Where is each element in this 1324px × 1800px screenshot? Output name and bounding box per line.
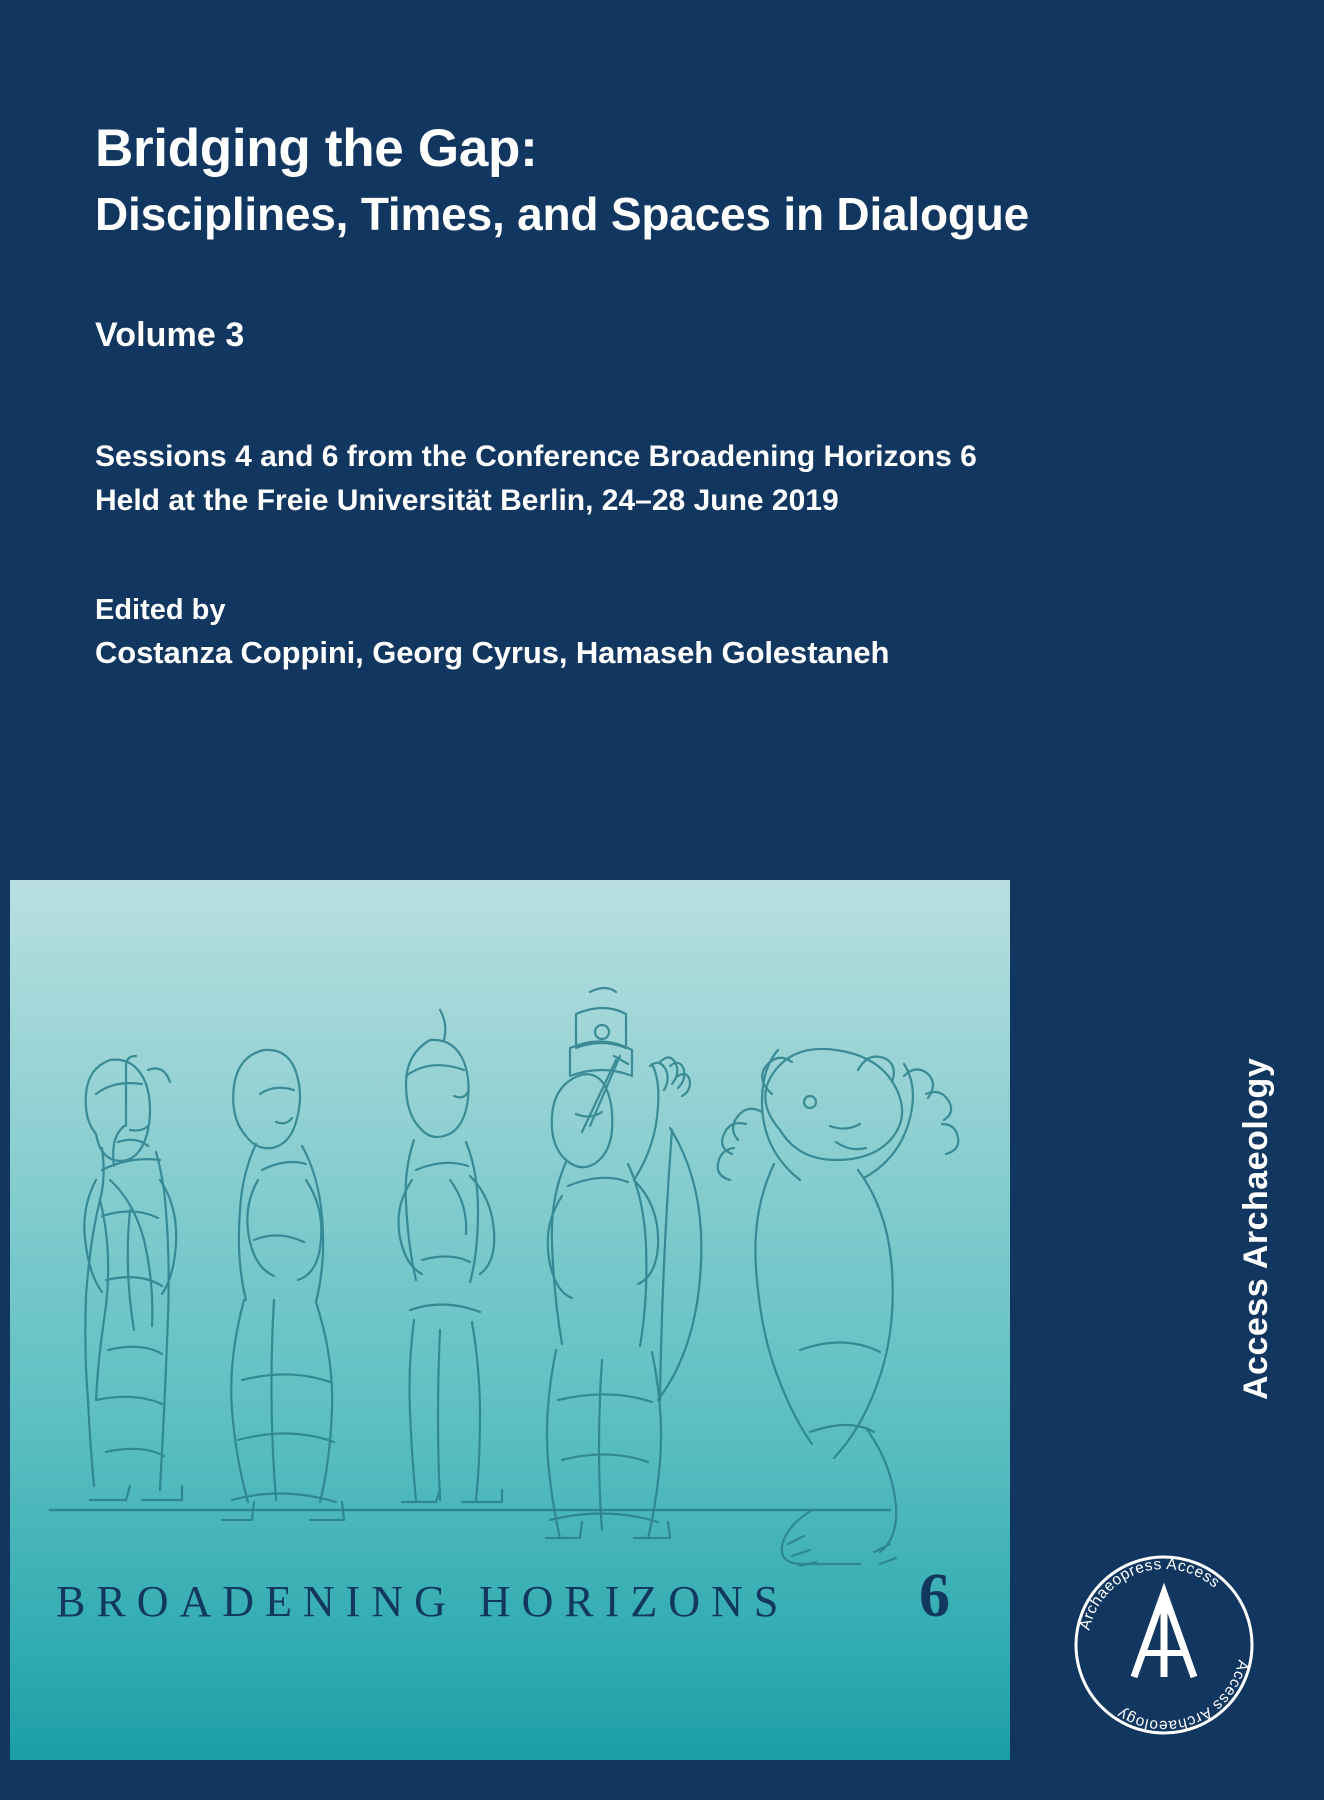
archaeopress-logo xyxy=(1064,1545,1264,1745)
series-label: Access Archaeology xyxy=(1237,1057,1275,1400)
svg-text:Archaeopress Access: Archaeopress Access xyxy=(1076,1555,1224,1632)
editors-list: Costanza Coppini, Georg Cyrus, Hamaseh Golestaneh xyxy=(95,635,890,671)
archaeopress-monogram xyxy=(1134,1593,1194,1677)
page-subtitle: Disciplines, Times, and Spaces in Dialogue xyxy=(95,188,1030,241)
edited-by-label: Edited by xyxy=(95,594,226,627)
artwork-caption-words: BROADENING HORIZONS xyxy=(56,1577,790,1626)
volume-label: Volume 3 xyxy=(95,316,245,355)
conference-info: Sessions 4 and 6 from the Conference Broadening Horizons 6 Held at the Freie Universität Berlin, 24–28 June 2019 xyxy=(95,440,977,517)
title-block xyxy=(95,118,1225,671)
cover-artwork xyxy=(10,880,1010,1760)
artwork-caption-number: 6 xyxy=(919,1562,950,1630)
svg-text:Access Archaeology: Access Archaeology xyxy=(1114,1658,1252,1735)
artwork-caption xyxy=(56,1561,966,1632)
page-title: Bridging the Gap: xyxy=(95,119,538,178)
